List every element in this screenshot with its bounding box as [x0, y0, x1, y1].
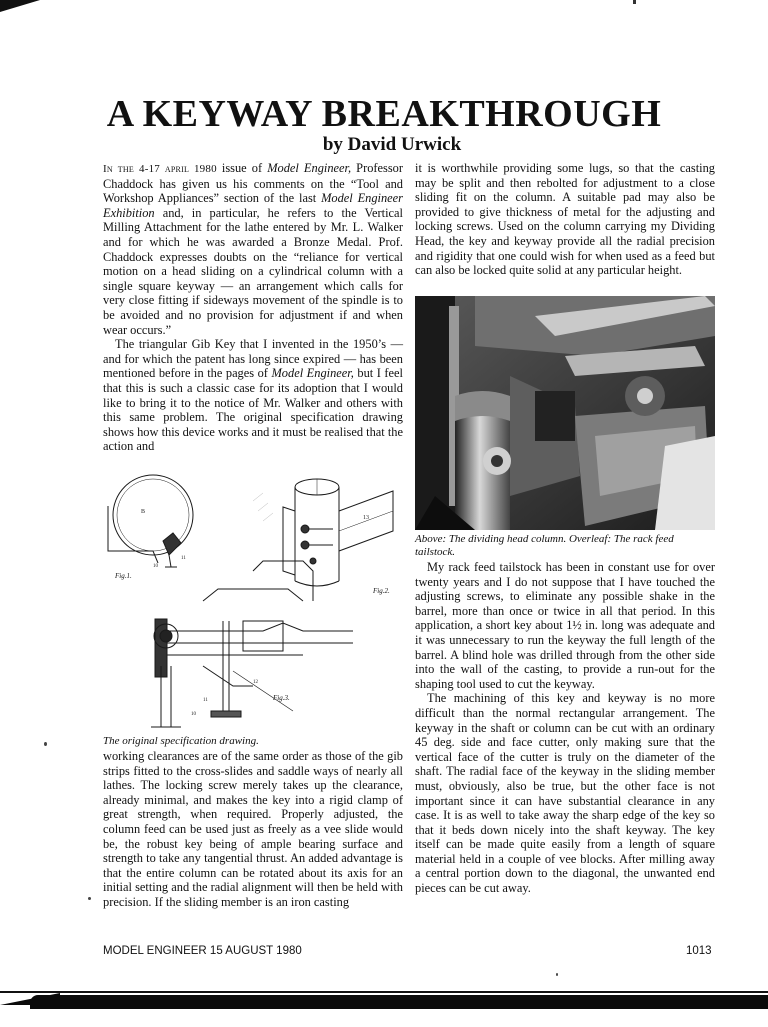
- scan-corner-mark: [0, 0, 40, 12]
- paragraph-gib-key: [103, 337, 403, 454]
- text-run: and, in particular, he refers to the Vertical Milling Attachment for the lathe entered by Mr. L. Walker and for which he was awarded a Bronze Medal. Prof. Chaddock expresses doubts on the “reliance for vertical motion on a head sliding on a cylindrical column with a single square keyway — an arrangement which calls for very close fitting if sideways movement of the spindle is to be avoided and no provision for adjustment if and when wear occurs.”: [103, 205, 403, 337]
- exhibition-ref: Model Engineer Exhibition: [103, 191, 404, 220]
- caption-overleaf: The rack feed tailstock.: [415, 533, 674, 558]
- fig2-label: Fig.2.: [373, 587, 390, 595]
- svg-text:B: B: [141, 509, 146, 515]
- dropcap-lead: In the: [103, 163, 134, 175]
- scan-speck: [633, 0, 636, 4]
- svg-text:12: 12: [253, 680, 258, 685]
- svg-text:11: 11: [181, 556, 186, 561]
- magazine-title-ref: Model Engineer,: [271, 366, 354, 381]
- paragraph-tailstock: My rack feed tailstock has been in constant use for over twenty years and I do not suppose that I have touched the adjusting screws, to eliminate any possible shake in the barrel, more than once or twice in all that period. In this application, a short key about 1½ in. long was adequate and it was unnecessary to run the keyway the full length of the barrel. A blind hole was drilled through from the other side into the wall of the casting, to provide a run-out for the shaping tool used to cut the keyway.: [415, 560, 715, 691]
- fig1-label: Fig.1.: [115, 572, 132, 580]
- footer-page-number: 1013: [686, 945, 712, 957]
- svg-text:13: 13: [363, 515, 369, 521]
- paragraph-clearances: working clearances are of the same order as those of the gib strips fitted to the cross-slides and saddle ways of nearly all lathes. The locking screw merely takes up the clearance, already minimal, and makes the key into a rigid clamp of great strength, when required. Properly adjusted, the column feed can be used just as freely as a vee slide would be, the robust key being of ample bearing surface and strength to take any tangential thrust. An added advantage is that the entire column can be rotated about its axis for an initial setting and the radial alignment will then be held with precision. If the sliding member is an iron casting: [103, 749, 403, 909]
- text-run: The triangular Gib Key that I invented in the 1950’s — and for which the patent has long since expired — has been mentioned before in the pages of: [103, 337, 403, 381]
- scan-speck: [44, 742, 47, 746]
- paragraph-lugs: it is worthwhile providing some lugs, so that the casting may be split and then rebolted for adjustment to a close sliding fit on the column. A suitable pad may also be provided to give thickness of metal for the adjusting and locking screws. Used on the column carrying my Dividing Head, the key and keyway provide all the radial precision and rigidity that one could wish for when used as a feed but can also be locked quite solid at any particular height.: [415, 161, 715, 278]
- right-column-upper: [415, 161, 715, 278]
- article-title: A KEYWAY BREAKTHROUGH: [106, 93, 662, 135]
- fig3-label: Fig.3.: [273, 694, 290, 702]
- patent-drawing-svg: [103, 471, 403, 734]
- issue-date-ref: 4-17 april 1980: [139, 163, 217, 175]
- text-run: Professor Chaddock has given us his comments on the “Tool and Workshop Appliances” section of the last: [103, 161, 403, 206]
- scan-edge-bar: [30, 995, 768, 1009]
- svg-text:11: 11: [203, 698, 208, 703]
- text-run: but I feel that this is such a classic case for its adoption that I would like to bring it to the notice of Mr. Walker and others with this same problem. The original specification drawing shows how this device works and it must be realised that the action and: [103, 366, 403, 454]
- photo-caption: [415, 533, 715, 559]
- text-run: issue of: [221, 161, 263, 175]
- photo-svg: [415, 296, 715, 530]
- paragraph-machining: The machining of this key and keyway is no more difficult than the normal rectangular arrangement. The keyway in the shaft or column can be cut with an ordinary 45 deg. side and face cutter, only making sure that the vertical face of the cutter is truly on the diameter of the shaft. The radial face of the keyway in the sliding member must, obviously, also be true, but the other face is not important since it can have substantial clearance in any case. It is as well to take away the sharp edge of the key so that it beds down nicely into the shaft keyway. The key itself can be made quite easily from a length of square material held in a couple of vee blocks. After milling away a central portion down to the diagonal, the unwanted end pieces can be cut away.: [415, 691, 715, 896]
- scan-edge-line: [0, 991, 768, 993]
- scan-speck: [556, 973, 558, 976]
- svg-text:10: 10: [191, 712, 196, 717]
- left-column-lower: [103, 749, 403, 910]
- scan-edge-band: [0, 991, 768, 1027]
- fig2-column: [283, 479, 393, 586]
- svg-text:10: 10: [153, 564, 158, 569]
- right-column-lower: [415, 560, 715, 896]
- caption-overleaf-label: Overleaf:: [568, 533, 612, 545]
- caption-above: Above: The dividing head column.: [415, 533, 567, 545]
- magazine-title-ref: Model Engineer,: [267, 161, 352, 175]
- patent-specification-drawing: [103, 471, 403, 734]
- dividing-head-photo: [415, 296, 715, 530]
- fig1-section: [108, 475, 193, 569]
- paragraph-intro: [103, 161, 403, 337]
- drawing-caption: The original specification drawing.: [103, 735, 259, 747]
- left-column-upper: [103, 161, 403, 454]
- footer-publication: MODEL ENGINEER 15 AUGUST 1980: [103, 945, 302, 957]
- scan-speck: [88, 897, 91, 900]
- article-byline: by David Urwick: [322, 134, 462, 155]
